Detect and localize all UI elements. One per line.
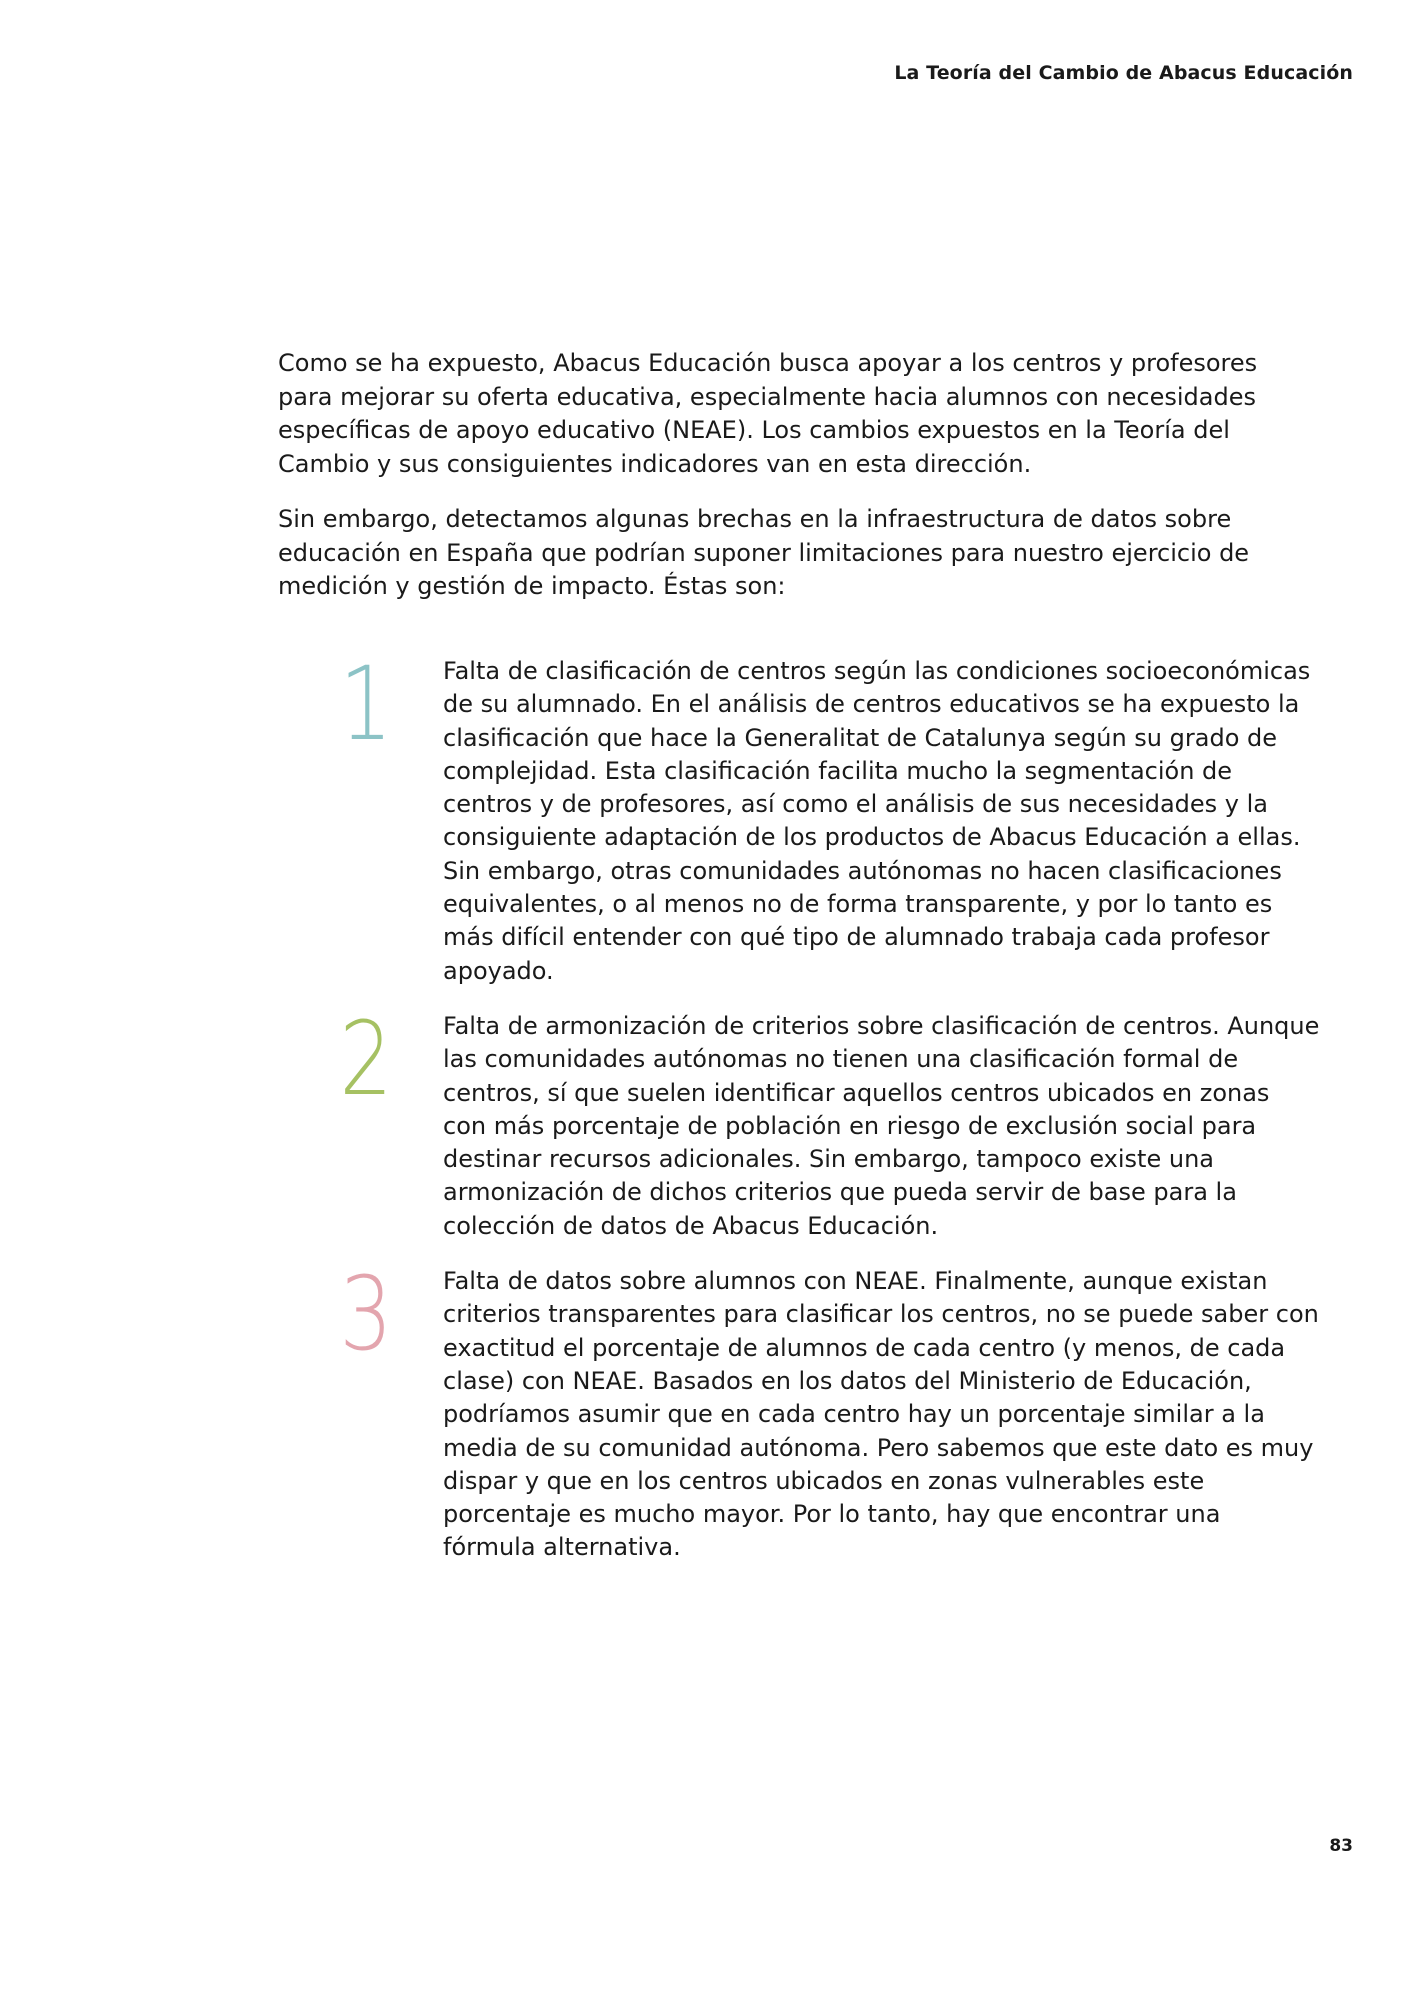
item-number: 1 — [339, 645, 393, 764]
item-text: Falta de clasificación de centros según las condiciones socioeconómicas de su alumnado. En el análisis de centros educativos se ha expuesto la clasificación que hace la Generalitat de Catalunya según su grado de complejidad. Esta clasificación facilita mucho la segmentación de centros y de profesores, así como el análisis de sus necesidades y la consiguiente adaptación de los productos de Abacus Educación a ellas. Sin embargo, otras comunidades autónomas no hacen clasificaciones equivalentes, o al menos no de forma transparente, y por lo tanto es más difícil entender con qué tipo de alumnado trabaja cada profesor apoyado. — [443, 657, 1311, 985]
item-text: Falta de datos sobre alumnos con NEAE. Finalmente, aunque existan criterios transparentes para clasificar los centros, no se puede saber con exactitud el porcentaje de alumnos de cada centro (y menos, de cada clase) con NEAE. Basados en los datos del Ministerio de Educación, podríamos asumir que en cada centro hay un porcentaje similar a la media de su comunidad autónoma. Pero sabemos que este dato es muy dispar y que en los centros ubicados en zonas vulnerables este porcentaje es mucho mayor. Por lo tanto, hay que encontrar una fórmula alternativa. — [443, 1267, 1319, 1562]
list-item — [320, 1255, 1320, 1565]
item-number: 2 — [339, 999, 393, 1119]
gap-list — [320, 645, 1320, 1587]
intro-paragraph: Sin embargo, detectamos algunas brechas en la infraestructura de datos sobre educación en España que podrían suponer limitaciones para nuestro ejercicio de medición y gestión de impacto. Éstas son: — [278, 505, 1250, 600]
list-item — [320, 645, 1320, 988]
intro-paragraph: Como se ha expuesto, Abacus Educación busca apoyar a los centros y profesores para mejorar su oferta educativa, especialmente hacia alumnos con necesidades específicas de apoyo educativo (NEAE). Los cambios expuestos en la Teoría del Cambio y sus consiguientes indicadores van en esta dirección. — [278, 349, 1258, 478]
item-text: Falta de armonización de criterios sobre clasificación de centros. Aunque las comunidades autónomas no tienen una clasificación formal de centros, sí que suelen identificar aquellos centros ubicados en zonas con más porcentaje de población en riesgo de exclusión social para destinar recursos adicionales. Sin embargo, tampoco existe una armonización de dichos criterios que pueda servir de base para la colección de datos de Abacus Educación. — [443, 1011, 1320, 1240]
page-number: 83 — [1329, 1836, 1353, 1856]
intro-section — [278, 347, 1318, 626]
running-header: La Teoría del Cambio de Abacus Educación — [894, 62, 1353, 84]
list-item — [320, 999, 1320, 1243]
item-number: 3 — [339, 1255, 393, 1375]
